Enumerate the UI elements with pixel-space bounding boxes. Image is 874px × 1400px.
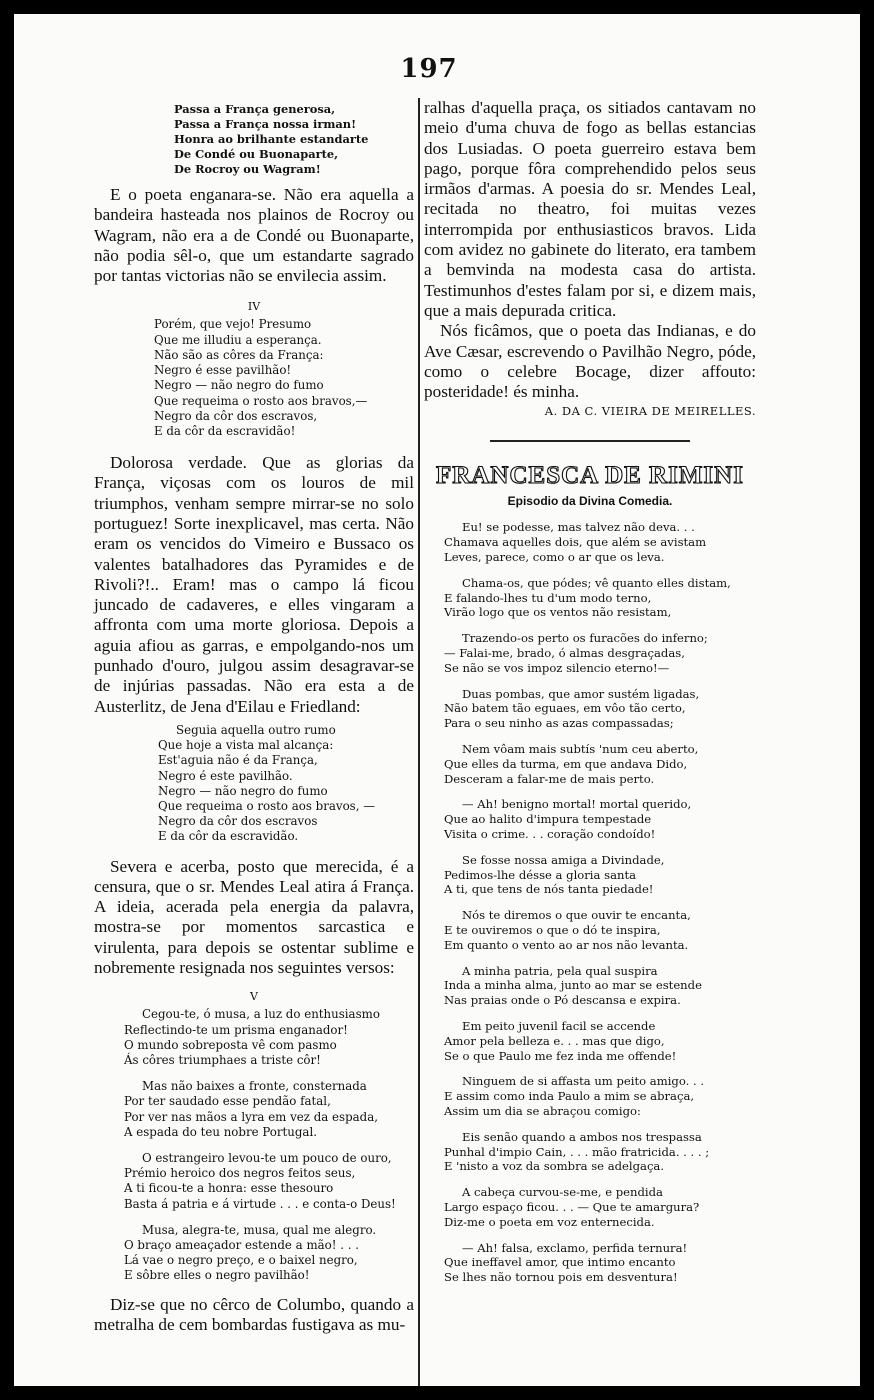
verse-line: Negro é esse pavilhão! [154, 363, 292, 378]
verse-line: Por ter saudado esse pendão fatal, [124, 1094, 331, 1109]
stanza [444, 576, 756, 620]
verse-line: Nem vôam mais subtís 'num ceu aberto, [462, 742, 699, 757]
verse-line: Ninguem de si affasta um peito amigo. . . [462, 1074, 705, 1089]
verse-line: Honra ao brilhante estandarte [174, 132, 369, 146]
verse-line: Que requeima o rosto aos bravos,— [154, 393, 368, 408]
page-number: 197 [400, 54, 458, 84]
verse-line: Que me illudiu a esperança. [154, 332, 322, 347]
stanza [444, 964, 756, 1008]
paragraph: Nós ficâmos, que o poeta das Indianas, e do Ave Cæsar, escrevendo o Pavilhão Negro, póde, como o celebre Bocage, dizer affouto: posteridade! és minha. [424, 321, 756, 402]
verse-line: Passa a França generosa, [174, 102, 336, 116]
verse-line: De Condé ou Buonaparte, [174, 147, 339, 161]
verse-line: E da côr da escravidão! [154, 423, 296, 438]
verse-line: Se lhes não tornou pois em desventura! [444, 1270, 678, 1285]
poem-title: FRANCESCA DE RIMINI [436, 462, 744, 490]
verse-line: O estrangeiro levou-te um pouco de ouro, [142, 1151, 392, 1165]
verse-line: Se não se vos impoz silencio eterno!— [444, 660, 670, 675]
verse-line: Passa a França nossa irman! [174, 117, 357, 131]
verse-line: Trazendo-os perto os furacões do inferno; [462, 631, 708, 646]
verse-line: Largo espaço ficou. . . — Que te amargura? [444, 1199, 700, 1214]
column-divider [418, 98, 420, 1386]
verse-v [124, 1007, 414, 1283]
verse-line: Porém, que vejo! Presumo [154, 317, 312, 332]
verse-line: Se o que Paulo me fez inda me offende! [444, 1048, 677, 1063]
verse-line: E da côr da escravidão. [158, 829, 299, 844]
verse-line: O mundo sobreposta vê com pasmo [124, 1037, 337, 1052]
verse-line: Nós te diremos o que ouvir te encanta, [462, 908, 691, 923]
francesca-verse [444, 520, 756, 1284]
verse-line: — Falai-me, brado, ó almas desgraçadas, [444, 646, 685, 661]
verse-line: Que elles da turma, em que andava Dido, [444, 756, 688, 771]
section-number: IV [247, 300, 261, 314]
right-column [424, 98, 756, 1296]
verse-line: Punhal d'impio Cain, . . . mão fratricida. . . . ; [444, 1144, 710, 1159]
verse-line: Chamava aquelles dois, que além se avistam [444, 535, 707, 550]
verse-line: Em quanto o vento ao ar nos não levanta. [444, 937, 689, 952]
verse-line: A ti ficou-te a honra: esse thesouro [124, 1181, 334, 1196]
verse-line: Amor pela belleza e. . . mas que digo, [444, 1033, 665, 1048]
stanza [444, 1130, 756, 1174]
stanza [124, 1151, 414, 1212]
verse-line: Reflectindo-te um prisma enganador! [124, 1022, 348, 1037]
verse-line: Por ver nas mãos a lyra em vez da espada, [124, 1109, 379, 1124]
verse-line: De Rocroy ou Wagram! [174, 162, 321, 176]
verse-line: Lá vae o negro preço, e o baixel negro, [124, 1253, 358, 1268]
stanza [444, 687, 756, 731]
verse-mid [158, 723, 414, 845]
left-column [94, 90, 414, 1335]
verse-line: Visita o crime. . . coração condoído! [444, 827, 656, 841]
verse-line: E falando-lhes tu d'um modo terno, [444, 590, 652, 605]
verse-line: Negro é este pavilhão. [158, 768, 293, 783]
verse-line: Que ao halito d'impura tempestade [444, 812, 652, 827]
verse-line: E te ouviremos o que o dó te inspira, [444, 922, 661, 937]
verse-line: — Ah! benigno mortal! mortal querido, [462, 797, 692, 812]
verse-line: E sôbre elles o negro pavilhão! [124, 1268, 310, 1283]
stanza [124, 1079, 414, 1140]
verse-line: Não batem tão eguaes, em vôo tão certo, [444, 701, 686, 716]
verse-line: Se fosse nossa amiga a Divindade, [462, 852, 665, 867]
verse-line: Negro da côr dos escravos [158, 814, 318, 829]
verse-line: Virão logo que os ventos não resistam, [444, 605, 672, 620]
verse-line: E 'nisto a voz da sombra se adelgaça. [444, 1159, 665, 1174]
verse-line: Musa, alegra-te, musa, qual me alegro. [142, 1222, 377, 1237]
paragraph: Diz-se que no cêrco de Columbo, quando a metralha de cem bombardas fustigava as mu- [94, 1294, 414, 1334]
verse-line: Diz-me o poeta em voz enternecida. [444, 1214, 655, 1229]
verse-line: Negro — não negro do fumo [158, 783, 328, 798]
verse-line: Chama-os, que pódes; vê quanto elles distam, [462, 575, 731, 590]
stanza [444, 520, 756, 564]
stanza [444, 797, 756, 841]
section-number: V [250, 990, 258, 1004]
verse-line: Desceram a falar-me de mais perto. [444, 771, 655, 786]
verse-line: Eis senão quando a ambos nos trespassa [462, 1129, 702, 1144]
verse-line: Negro da côr dos escravos, [154, 408, 318, 423]
book-page [14, 14, 860, 1386]
verse-line: A minha patria, pela qual suspira [462, 963, 658, 978]
verse-line: Seguia aquella outro rumo [176, 722, 336, 737]
stanza [444, 1019, 756, 1063]
stanza [444, 1185, 756, 1229]
paragraph: Severa e acerba, posto que merecida, é a censura, que o sr. Mendes Leal atira á França. A ideia, acerada pela energia da palavra, mostra-se por momentos sarcastica e virulenta, para depois se ostentar sublime e nobremente resignada nos seguintes versos: [94, 856, 414, 978]
paragraph: E o poeta enganara-se. Não era aquella a bandeira hasteada nos plainos de Rocroy ou Wagram, não era a de Condé ou Buonaparte, não podia sêl-o, que um estandarte sagrado por tantas victorias não se envilecia assim. [94, 185, 414, 286]
stanza [444, 742, 756, 786]
separator-rule [490, 440, 690, 442]
paragraph: ralhas d'aquella praça, os sitiados cantavam no meio d'uma chuva de fogo as bellas estancias dos Lusiadas. O poeta guerreiro estava bem pago, porque fôra comprehendido pelos seus irmãos d'armas. A poesia do sr. Mendes Leal, recitada no theatro, foi muitas vezes interrompida por enthusiasticos bravos. Lida com avidez no gabinete do literato, era tambem a bemvinda na modesta casa do artista. Testimunhos d'estes falam por si, e dizem mais, que a mais depurada critica. [424, 98, 756, 320]
verse-line: Ás côres triumphaes a triste côr! [124, 1052, 321, 1067]
verse-line: Duas pombas, que amor sustém ligadas, [462, 686, 700, 701]
verse-line: Que hoje a vista mal alcança: [158, 738, 334, 753]
verse-line: Para o seu ninho as azas compassadas; [444, 716, 674, 731]
verse-line: Que ineffavel amor, que intimo encanto [444, 1255, 676, 1270]
stanza [444, 1074, 756, 1118]
verse-line: Prémio heroico dos negros feitos seus, [124, 1166, 356, 1181]
stanza [124, 1007, 414, 1068]
verse-line: Basta á patria e á virtude . . . e conta-o Deus! [124, 1196, 396, 1211]
verse-line: Leves, parece, como o ar que os leva. [444, 550, 665, 565]
verse-line: Pedimos-lhe désse a gloria santa [444, 867, 637, 882]
verse-line: Negro — não negro do fumo [154, 378, 324, 393]
poem-subtitle: Episodio da Divina Comedia. [507, 494, 673, 509]
paragraph: Dolorosa verdade. Que as glorias da França, viçosas com os louros de mil triumphos, venham sempre mirrar-se no solo portuguez! Sorte inexplicavel, mas certa. Não eram os vencidos do Vimeiro e Bussaco os valentes batalhadores das Pyramides e de Rivoli?!.. Eram! mas o campo lá ficou juncado de cadaveres, e elles vingaram a affronta com uma morte gloriosa. Depois a aguia afiou as garras, e empolgando-nos um punhado d'ouro, julgou assim desagravar-se de injúrias passadas. Não era esta a de Austerlitz, de Jena d'Eilau e Friedland: [94, 453, 414, 716]
verse-line: A espada do teu nobre Portugal. [124, 1124, 317, 1139]
verse-line: Assim um dia se abraçou comigo: [444, 1103, 641, 1118]
verse-line: Em peito juvenil facil se accende [462, 1018, 656, 1033]
stanza [444, 908, 756, 952]
verse-iv [154, 317, 414, 439]
stanza [444, 631, 756, 675]
stanza [444, 1241, 756, 1285]
verse-line: A ti, que tens de nós tanta piedade! [444, 882, 654, 897]
verse-line: A cabeça curvou-se-me, e pendida [462, 1185, 663, 1200]
verse-line: Que requeima o rosto aos bravos, — [158, 798, 376, 813]
verse-line: Cegou-te, ó musa, a luz do enthusiasmo [142, 1007, 380, 1022]
opening-verse [164, 102, 414, 177]
stanza [124, 1223, 414, 1284]
verse-line: E assim como inda Paulo a mim se abraça, [444, 1089, 695, 1104]
author-signature: A. DA C. VIEIRA DE MEIRELLES. [544, 404, 756, 419]
verse-line: Inda a minha alma, junto ao mar se estende [444, 978, 702, 993]
verse-line: Não são as côres da França: [154, 347, 324, 362]
verse-line: O braço ameaçador estende a mão! . . . [124, 1238, 360, 1253]
stanza [444, 853, 756, 897]
verse-line: — Ah! falsa, exclamo, perfida ternura! [462, 1240, 688, 1255]
verse-line: Nas praias onde o Pó descansa e expira. [444, 993, 681, 1008]
verse-line: Eu! se podesse, mas talvez não deva. . . [462, 520, 695, 535]
verse-line: Mas não baixes a fronte, consternada [142, 1079, 367, 1094]
verse-line: Est'aguia não é da França, [158, 753, 318, 768]
